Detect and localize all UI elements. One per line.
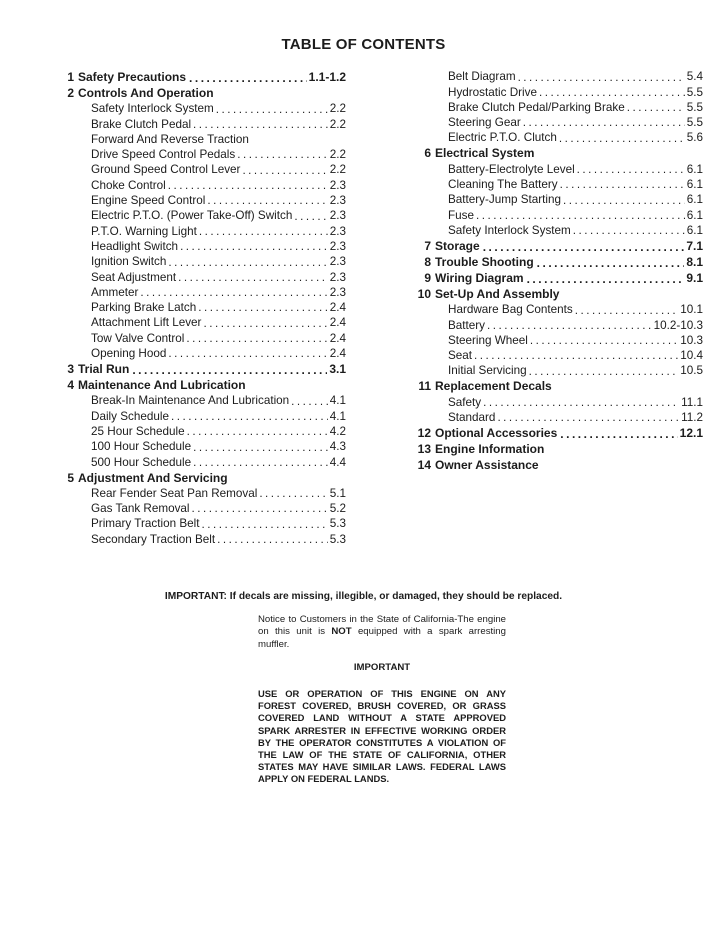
toc-section [413, 68, 703, 144]
toc-entry [56, 207, 346, 222]
entry-title: Electric P.T.O. Clutch [448, 131, 557, 145]
dot-leader [560, 179, 685, 191]
entry-title: Gas Tank Removal [91, 502, 190, 516]
toc-section-heading [413, 456, 703, 472]
toc-entry [56, 392, 346, 407]
toc-section [56, 68, 346, 84]
dot-leader [573, 225, 685, 237]
toc-section-heading [56, 376, 346, 392]
toc-entry [56, 530, 346, 545]
dot-leader [577, 164, 685, 176]
toc-section-heading [413, 237, 703, 253]
entry-page-number: 4.2 [329, 424, 346, 438]
dot-leader [575, 305, 679, 317]
section-title: Maintenance And Lubrication [78, 378, 246, 393]
toc-entry [413, 129, 703, 144]
dot-leader [168, 348, 327, 360]
dot-leader [140, 287, 327, 299]
toc-entry [56, 500, 346, 515]
entry-page-number: 5.5 [686, 85, 703, 99]
dot-leader [199, 226, 328, 238]
entry-page-number: 5.5 [686, 100, 703, 114]
section-page-number: 9.1 [686, 270, 703, 285]
dot-leader [530, 335, 678, 347]
entry-title: Hydrostatic Drive [448, 85, 537, 99]
entry-page-number: 10.5 [680, 364, 703, 378]
dot-leader [189, 72, 307, 84]
toc-entry [56, 115, 346, 130]
dot-leader [294, 211, 327, 223]
dot-leader [627, 102, 685, 114]
toc-section-heading [413, 253, 703, 269]
entry-page-number: 2.3 [329, 224, 346, 238]
entry-title: Steering Gear [448, 116, 521, 130]
entry-title: Steering Wheel [448, 333, 528, 347]
section-page-number: 7.1 [686, 238, 703, 253]
entry-page-number: 10.1 [680, 303, 703, 317]
dot-leader [483, 241, 685, 253]
dot-leader [539, 87, 685, 99]
entry-page-number: 5.1 [329, 486, 346, 500]
toc-entry [56, 423, 346, 438]
entry-page-number: 2.3 [329, 255, 346, 269]
toc-entry [413, 347, 703, 362]
toc-entry [56, 253, 346, 268]
toc-section [413, 456, 703, 472]
entry-page-number: 6.1 [686, 178, 703, 192]
section-number: 7 [424, 238, 431, 253]
dot-leader [559, 133, 685, 145]
toc-entry [413, 409, 703, 424]
section-title: Safety Precautions [78, 70, 187, 84]
dot-leader [497, 412, 679, 424]
toc-section-heading [413, 377, 703, 393]
toc-entry [413, 99, 703, 114]
dot-leader [201, 519, 327, 531]
entry-page-number: 5.3 [329, 532, 346, 546]
entry-page-number: 5.5 [686, 116, 703, 130]
entry-title: Headlight Switch [91, 239, 179, 253]
dot-leader [193, 457, 328, 469]
toc-section-heading [413, 269, 703, 285]
entry-page-number: 5.3 [329, 517, 346, 531]
toc-entry [413, 160, 703, 175]
section-page-number: 8.1 [686, 254, 703, 269]
dot-leader [216, 104, 328, 116]
dot-leader [132, 364, 327, 376]
entry-page-number: 2.2 [329, 163, 346, 177]
entry-title: Rear Fender Seat Pan Removal [91, 486, 258, 500]
section-title: Trouble Shooting [435, 254, 534, 269]
section-number: 9 [424, 270, 431, 285]
dot-leader [207, 195, 327, 207]
section-title: Wiring Diagram [435, 270, 524, 285]
toc-entry [56, 268, 346, 283]
entry-title: Secondary Traction Belt [91, 532, 216, 546]
toc-left-column [56, 68, 346, 546]
toc-section [413, 253, 703, 269]
entry-page-number: 10.4 [680, 349, 703, 363]
section-title: Set-Up And Assembly [435, 286, 560, 301]
toc-section [413, 440, 703, 456]
toc-section-heading [413, 144, 703, 160]
dot-leader [529, 366, 679, 378]
entry-page-number: 6.1 [686, 162, 703, 176]
entry-title: Forward And Reverse Traction [91, 132, 249, 146]
toc-entry [413, 176, 703, 191]
section-title: Trial Run [78, 362, 130, 377]
toc-entry [56, 453, 346, 468]
dot-leader [537, 257, 685, 269]
section-number: 2 [67, 86, 74, 100]
toc-section [413, 377, 703, 424]
section-number: 12 [417, 426, 431, 441]
entry-page-number: 5.4 [686, 70, 703, 84]
toc-section [413, 285, 703, 377]
toc-entry [413, 114, 703, 129]
toc-entry [56, 299, 346, 314]
toc-entry [56, 131, 346, 146]
entry-page-number: 2.3 [329, 239, 346, 253]
entry-title: Brake Clutch Pedal/Parking Brake [448, 100, 625, 114]
entry-page-number: 2.2 [329, 117, 346, 131]
section-title: Storage [435, 238, 480, 253]
dot-leader [242, 165, 327, 177]
entry-title: Cleaning The Battery [448, 178, 558, 192]
spark-arrester-warning: USE OR OPERATION OF THIS ENGINE ON ANY FOREST COVERED, BRUSH COVERED, OR GRASS COVERED LAND WITHOUT A STATE APPROVED SPARK ARRESTER IN EFFECTIVE WORKING ORDER BY THE OPERATOR CONSTITUTES A VIOLATION OF THE LAW OF THE STATE OF CALIFORNIA, OTHER STATES MAY HAVE SIMILAR LAWS. FEDERAL LAWS APPLY ON FEDERAL LANDS. [258, 688, 506, 785]
section-title: Replacement Decals [435, 379, 552, 394]
entry-page-number: 2.2 [329, 102, 346, 116]
toc-entry [413, 206, 703, 221]
entry-title: Break-In Maintenance And Lubrication [91, 394, 290, 408]
section-page-number: 12.1 [679, 426, 703, 441]
toc-section [56, 469, 346, 546]
dot-leader [178, 272, 328, 284]
important-heading: IMPORTANT [353, 662, 411, 673]
dot-leader [259, 488, 327, 500]
entry-title: Safety Interlock System [448, 223, 571, 237]
entry-title: Ammeter [91, 285, 139, 299]
dot-leader [560, 428, 677, 440]
toc-entry [56, 176, 346, 191]
entry-title: Hardware Bag Contents [448, 303, 573, 317]
section-title: Optional Accessories [435, 426, 558, 441]
entry-title: Belt Diagram [448, 70, 516, 84]
dot-leader [186, 333, 327, 345]
entry-page-number: 4.3 [329, 440, 346, 454]
toc-entry [413, 301, 703, 316]
dot-leader [180, 241, 328, 253]
toc-section-heading [56, 68, 346, 84]
entry-title: Brake Clutch Pedal [91, 117, 192, 131]
entry-title: Safety [448, 395, 482, 409]
toc-entry [56, 222, 346, 237]
entry-title: P.T.O. Warning Light [91, 224, 197, 238]
entry-page-number: 2.3 [329, 285, 346, 299]
california-notice [258, 614, 506, 651]
toc-entry [56, 161, 346, 176]
section-number: 10 [417, 286, 431, 301]
dot-leader [523, 117, 685, 129]
entry-page-number: 11.1 [681, 395, 703, 409]
toc-section-heading [56, 84, 346, 100]
entry-title: Daily Schedule [91, 409, 169, 423]
entry-title: Parking Brake Latch [91, 301, 197, 315]
toc-section [413, 269, 703, 285]
entry-title: Ignition Switch [91, 255, 167, 269]
entry-title: Electric P.T.O. (Power Take-Off) Switch [91, 209, 293, 223]
section-number: 6 [424, 146, 431, 161]
section-title: Adjustment And Servicing [78, 470, 228, 485]
dot-leader [171, 411, 328, 423]
dot-leader [563, 195, 685, 207]
dot-leader [474, 350, 678, 362]
entry-title: Standard [448, 411, 496, 425]
entry-title: Fuse [448, 208, 474, 222]
section-title: Controls And Operation [78, 86, 214, 100]
toc-section-heading [413, 285, 703, 301]
dot-leader [518, 72, 685, 84]
section-title: Engine Information [435, 442, 545, 457]
entry-page-number: 10.3 [680, 333, 703, 347]
decal-important-notice: IMPORTANT: If decals are missing, illegible, or damaged, they should be replaced. [164, 591, 563, 602]
entry-page-number: 6.1 [686, 223, 703, 237]
dot-leader [193, 119, 328, 131]
toc-entry [413, 83, 703, 98]
section-number: 13 [417, 442, 431, 457]
toc-entry [413, 393, 703, 408]
entry-page-number: 6.1 [686, 193, 703, 207]
section-page-number: 1.1-1.2 [308, 70, 346, 84]
entry-title: Seat Adjustment [91, 270, 177, 284]
toc-section-heading [413, 424, 703, 440]
entry-page-number: 11.2 [681, 411, 703, 425]
toc-entry [413, 68, 703, 83]
entry-title: Primary Traction Belt [91, 517, 200, 531]
toc-section-heading [56, 360, 346, 376]
section-number: 14 [417, 458, 431, 473]
dot-leader [168, 257, 327, 269]
entry-title: Battery-Electrolyte Level [448, 162, 575, 176]
entry-title: Ground Speed Control Lever [91, 163, 241, 177]
toc-entry [413, 191, 703, 206]
entry-page-number: 2.2 [329, 148, 346, 162]
toc-entry [413, 222, 703, 237]
entry-page-number: 2.4 [329, 316, 346, 330]
entry-page-number: 5.2 [329, 502, 346, 516]
dot-leader [198, 302, 328, 314]
entry-title: Battery-Jump Starting [448, 193, 562, 207]
toc-section [413, 237, 703, 253]
toc-section [56, 84, 346, 360]
toc-entry [56, 329, 346, 344]
toc-entry [56, 238, 346, 253]
entry-page-number: 2.4 [329, 347, 346, 361]
section-title: Owner Assistance [435, 458, 539, 473]
entry-page-number: 4.1 [329, 394, 346, 408]
entry-title: Initial Servicing [448, 364, 527, 378]
entry-title: 500 Hour Schedule [91, 455, 192, 469]
entry-page-number: 10.2-10.3 [653, 318, 703, 332]
entry-title: Seat [448, 349, 473, 363]
toc-entry [56, 192, 346, 207]
dot-leader [527, 273, 685, 285]
entry-title: Choke Control [91, 178, 166, 192]
notice-text-before: Notice to Customers in the State of California-The engine on this unit is [258, 614, 506, 638]
entry-page-number: 2.3 [329, 178, 346, 192]
entry-title: Battery [448, 318, 486, 332]
section-title: Electrical System [435, 146, 535, 161]
dot-leader [237, 149, 328, 161]
dot-leader [193, 442, 328, 454]
toc-section [413, 144, 703, 236]
notice-text-bold: NOT [331, 626, 352, 638]
toc-entry [413, 362, 703, 377]
dot-leader [203, 318, 327, 330]
toc-right-column [413, 68, 703, 472]
dot-leader [217, 534, 328, 546]
dot-leader [187, 426, 328, 438]
section-number: 3 [67, 362, 74, 377]
section-number: 1 [67, 70, 74, 84]
toc-section [56, 376, 346, 468]
entry-page-number: 4.4 [329, 455, 346, 469]
entry-page-number: 2.3 [329, 270, 346, 284]
toc-entry [56, 314, 346, 329]
dot-leader [487, 320, 652, 332]
entry-page-number: 2.3 [329, 194, 346, 208]
dot-leader [476, 210, 685, 222]
entry-title: Opening Hood [91, 347, 167, 361]
entry-title: Engine Speed Control [91, 194, 206, 208]
dot-leader [291, 396, 328, 408]
section-page-number: 3.1 [329, 362, 346, 377]
dot-leader [483, 397, 679, 409]
dot-leader [168, 180, 328, 192]
toc-entry [56, 407, 346, 422]
entry-title: Tow Valve Control [91, 331, 185, 345]
entry-page-number: 2.4 [329, 331, 346, 345]
entry-title: Safety Interlock System [91, 102, 214, 116]
toc-section [413, 424, 703, 440]
section-number: 5 [67, 470, 74, 485]
entry-page-number: 4.1 [329, 409, 346, 423]
toc-entry [413, 332, 703, 347]
toc-entry [56, 146, 346, 161]
toc-section-heading [413, 440, 703, 456]
entry-title: 25 Hour Schedule [91, 424, 185, 438]
section-number: 4 [67, 378, 74, 393]
section-number: 11 [418, 379, 431, 394]
entry-page-number: 2.3 [329, 209, 346, 223]
toc-entry [56, 284, 346, 299]
toc-section-heading [56, 469, 346, 485]
entry-title: Attachment Lift Lever [91, 316, 202, 330]
toc-entry [56, 438, 346, 453]
toc-entry [56, 485, 346, 500]
entry-title: 100 Hour Schedule [91, 440, 192, 454]
notice-text-after: equipped with a spark arresting muffler. [258, 626, 506, 650]
page-title: TABLE OF CONTENTS [281, 36, 446, 53]
toc-entry [413, 316, 703, 331]
toc-entry [56, 100, 346, 115]
entry-page-number: 2.4 [329, 301, 346, 315]
toc-section [56, 360, 346, 376]
toc-entry [56, 515, 346, 530]
entry-page-number: 6.1 [686, 208, 703, 222]
toc-entry [56, 345, 346, 360]
dot-leader [192, 503, 328, 515]
entry-title: Drive Speed Control Pedals [91, 148, 236, 162]
section-number: 8 [424, 254, 431, 269]
entry-page-number: 5.6 [686, 131, 703, 145]
